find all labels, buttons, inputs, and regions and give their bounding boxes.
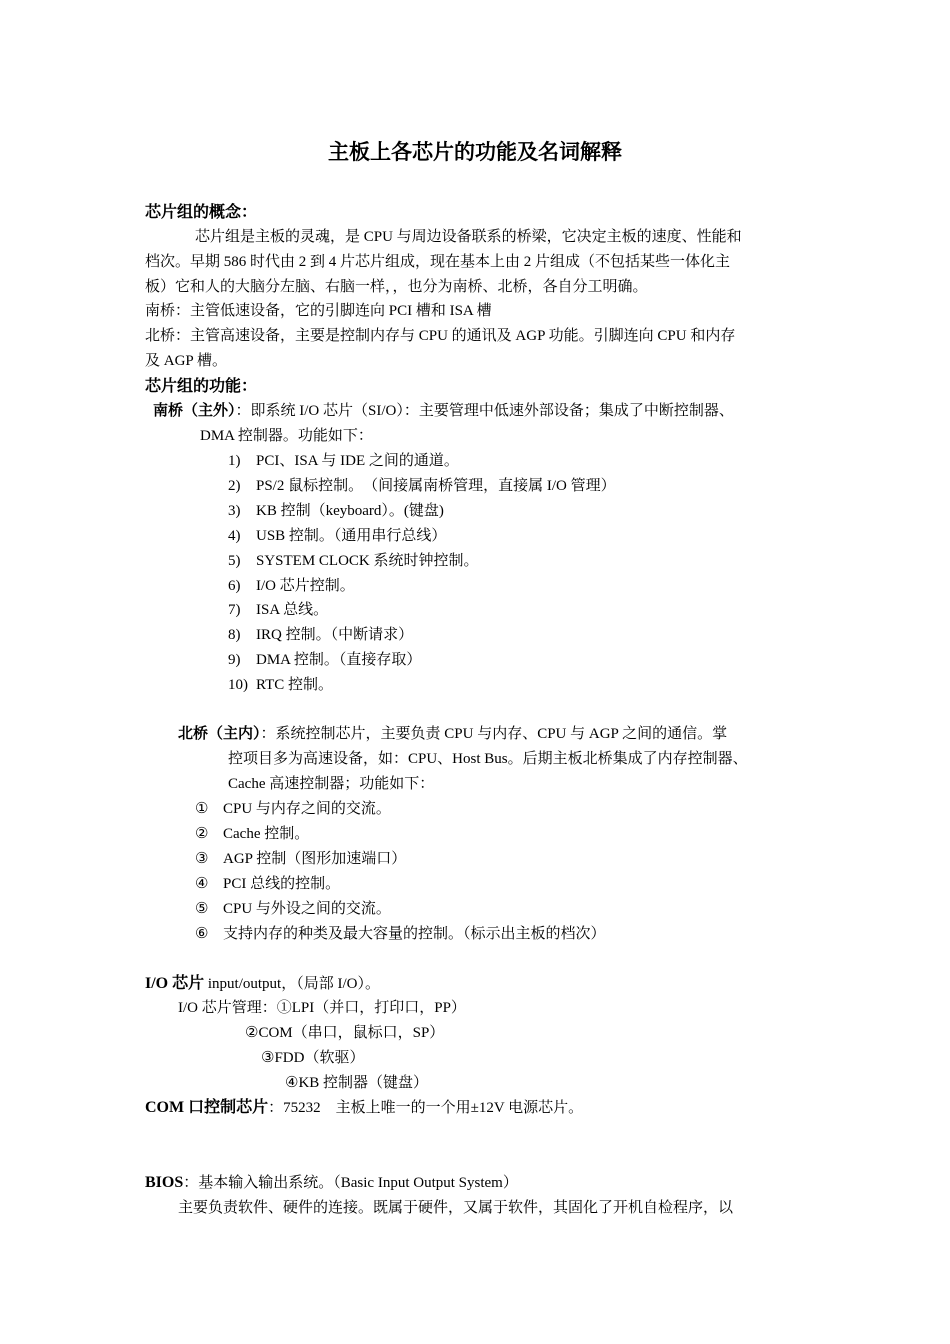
io-chip-heading-line	[145, 974, 380, 994]
io-chip-management: I/O 芯片管理：①LPI（并口，打印口，PP）	[178, 1000, 466, 1016]
north-bridge-text-cont: 控项目多为高速设备，如：CPU、Host Bus。后期主板北桥集成了内存控制器、	[228, 751, 748, 767]
section-heading-chipset-function: 芯片组的功能：	[145, 378, 258, 395]
list-item	[228, 551, 479, 571]
list-item-number: 7)	[228, 602, 241, 618]
list-item-text: KB 控制（keyboard）。(键盘)	[256, 503, 444, 519]
list-item-number: 4)	[228, 528, 241, 544]
south-bridge-text: ：即系统 I/O 芯片（SI/O）：主要管理中低速外部设备；集成了中断控制器、	[235, 403, 734, 419]
list-item-number: 1)	[228, 453, 241, 469]
list-item-number: 5)	[228, 553, 241, 569]
north-bridge-text-cont: Cache 高速控制器；功能如下：	[228, 776, 435, 792]
list-item-text: PCI、ISA 与 IDE 之间的通道。	[256, 453, 459, 469]
bios-line	[145, 1173, 518, 1193]
list-item-text: PS/2 鼠标控制。 （间接属南桥管理，直接属 I/O 管理）	[256, 478, 616, 494]
list-item-text: RTC 控制。	[256, 677, 334, 693]
south-bridge-label: 南桥（主外）	[153, 403, 236, 419]
list-item	[195, 899, 391, 919]
list-item	[228, 625, 413, 645]
bios-text: ：基本输入输出系统。（Basic Input Output System）	[183, 1175, 518, 1191]
io-chip-heading-rest: input/output，（局部 I/O）。	[204, 976, 380, 992]
list-item-text: PCI 总线的控制。	[223, 876, 341, 892]
list-item-text: IRQ 控制。（中断请求）	[256, 627, 414, 643]
north-bridge-summary-cont: 及 AGP 槽。	[145, 353, 227, 369]
com-chip-line	[145, 1098, 583, 1118]
list-item	[228, 600, 328, 620]
bios-paragraph: 主要负责软件、硬件的连接。既属于硬件，又属于软件，其固化了开机自检程序，以	[178, 1200, 734, 1216]
list-item	[195, 874, 340, 894]
list-item-text: AGP 控制（图形加速端口）	[223, 851, 407, 867]
list-item-number: 3)	[228, 503, 241, 519]
paragraph-line: 档次。早期 586 时代由 2 到 4 片芯片组成，现在基本上由 2 片组成（不包括某些一体化主	[145, 254, 731, 270]
north-bridge-summary: 北桥：主管高速设备，主要是控制内存与 CPU 的通讯及 AGP 功能。引脚连向 CPU 和内存	[145, 328, 736, 344]
io-chip-item: ②COM（串口，鼠标口，SP）	[245, 1025, 445, 1041]
section-heading-chipset-concept: 芯片组的概念：	[145, 204, 258, 221]
paragraph-line: 芯片组是主板的灵魂，是 CPU 与周边设备联系的桥梁，它决定主板的速度、性能和	[195, 229, 742, 245]
south-bridge-summary: 南桥：主管低速设备，它的引脚连向 PCI 槽和 ISA 槽	[145, 303, 492, 319]
list-item-text: DMA 控制。（直接存取）	[256, 652, 422, 668]
list-item-text: CPU 与外设之间的交流。	[223, 901, 391, 917]
list-item-text: I/O 芯片控制。	[256, 578, 355, 594]
list-item-number: ⑥	[195, 926, 209, 942]
list-item-number: 8)	[228, 627, 241, 643]
list-item	[228, 650, 421, 670]
list-item-number: ④	[195, 876, 209, 892]
com-chip-text: ：75232 主板上唯一的一个用±12V 电源芯片。	[268, 1100, 584, 1116]
com-chip-heading: COM 口控制芯片	[145, 1099, 269, 1116]
bios-heading: BIOS	[145, 1174, 184, 1191]
south-bridge-text-cont: DMA 控制器。功能如下：	[200, 428, 373, 444]
list-item	[195, 799, 391, 819]
io-chip-item: ④KB 控制器（键盘）	[285, 1075, 429, 1091]
list-item-text: SYSTEM CLOCK 系统时钟控制。	[256, 553, 479, 569]
io-chip-heading: I/O 芯片	[145, 975, 205, 992]
list-item-text: Cache 控制。	[223, 826, 310, 842]
list-item-number: ③	[195, 851, 209, 867]
list-item-text: ISA 总线。	[256, 602, 329, 618]
list-item-number: ②	[195, 826, 209, 842]
list-item-number: 10)	[228, 677, 248, 693]
list-item	[195, 824, 309, 844]
list-item	[228, 476, 616, 496]
south-bridge-description	[153, 401, 734, 421]
list-item	[228, 501, 444, 521]
list-item-number: ⑤	[195, 901, 209, 917]
list-item-number: 9)	[228, 652, 241, 668]
io-chip-item: ③FDD（软驱）	[261, 1050, 365, 1066]
list-item	[228, 675, 333, 695]
list-item	[228, 451, 459, 471]
north-bridge-label: 北桥（主内）	[178, 726, 261, 742]
list-item	[228, 576, 355, 596]
list-item	[228, 526, 446, 546]
north-bridge-description	[178, 724, 727, 744]
list-item-text: 支持内存的种类及最大容量的控制。（标示出主板的档次）	[223, 926, 606, 942]
list-item-text: CPU 与内存之间的交流。	[223, 801, 391, 817]
page-title: 主板上各芯片的功能及名词解释	[328, 140, 622, 164]
list-item-text: USB 控制。（通用串行总线）	[256, 528, 447, 544]
north-bridge-text: ：系统控制芯片，主要负责 CPU 与内存、CPU 与 AGP 之间的通信。掌	[260, 726, 728, 742]
list-item-number: 2)	[228, 478, 241, 494]
list-item-number: ①	[195, 801, 209, 817]
list-item	[195, 924, 606, 944]
list-item	[195, 849, 406, 869]
paragraph-line: 板）它和人的大脑分左脑、右脑一样，，也分为南桥、北桥，各自分工明确。	[145, 279, 648, 295]
list-item-number: 6)	[228, 578, 241, 594]
